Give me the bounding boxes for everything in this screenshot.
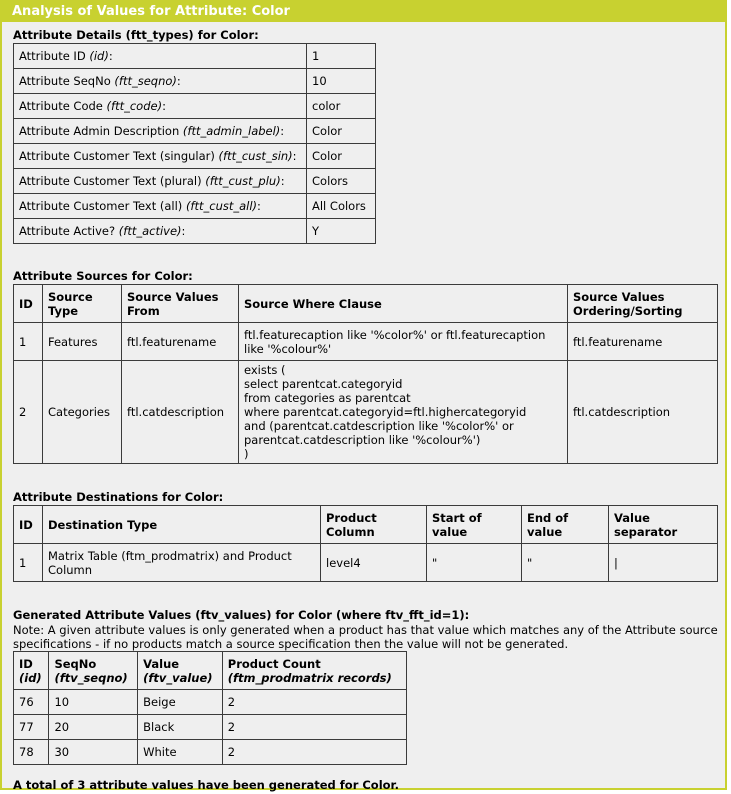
col-header-field: (ftv_seqno) — [54, 670, 128, 685]
destinations-table — [13, 505, 718, 582]
detail-row — [14, 119, 376, 144]
source-order: ftl.featurename — [568, 323, 718, 361]
col-header-field: (id) — [19, 670, 42, 685]
detail-label-suffix: : — [280, 174, 285, 188]
detail-label-suffix: : — [292, 149, 297, 163]
source-type: Features — [43, 323, 122, 361]
detail-label-text: Attribute ID — [19, 49, 90, 63]
col-dest-type: Destination Type — [43, 506, 321, 544]
value-text: Beige — [138, 690, 223, 715]
detail-label — [14, 44, 307, 69]
value-row — [14, 740, 407, 765]
detail-label — [14, 144, 307, 169]
detail-value: color — [307, 94, 376, 119]
detail-field-name: (ftt_seqno) — [114, 74, 177, 88]
generated-note: Note: A given attribute values is only generated when a product has that value which matches any of the Attribute source specifications - if no products match a source specification then the value will not be generated. — [13, 623, 718, 651]
sources-heading: Attribute Sources for Color: — [13, 269, 193, 283]
value-row — [14, 715, 407, 740]
detail-value: 10 — [307, 69, 376, 94]
col-source-type: Source Type — [43, 285, 122, 323]
value-id: 76 — [14, 690, 49, 715]
detail-row — [14, 169, 376, 194]
detail-label-text: Attribute Active? — [19, 224, 119, 238]
dest-type: Matrix Table (ftm_prodmatrix) and Product Column — [43, 544, 321, 582]
dest-end: " — [522, 544, 609, 582]
detail-label-suffix: : — [181, 224, 186, 238]
dest-start: " — [427, 544, 522, 582]
col-header-top: Value — [143, 656, 180, 671]
detail-label-text: Attribute Code — [19, 99, 107, 113]
dest-separator: | — [609, 544, 718, 582]
source-row — [14, 361, 718, 464]
col-header-field: (ftm_prodmatrix records) — [227, 670, 392, 685]
detail-value: Colors — [307, 169, 376, 194]
source-id: 1 — [14, 323, 43, 361]
details-table — [13, 43, 376, 244]
value-count: 2 — [222, 715, 406, 740]
col-header-top: Product Count — [227, 656, 321, 671]
source-id: 2 — [14, 361, 43, 464]
detail-value: Y — [307, 219, 376, 244]
detail-label-suffix: : — [162, 99, 166, 113]
detail-label-text: Attribute Customer Text (plural) — [19, 174, 206, 188]
detail-field-name: (ftt_active) — [118, 224, 182, 238]
detail-label — [14, 69, 307, 94]
detail-label-text: Attribute SeqNo — [19, 74, 115, 88]
source-row — [14, 323, 718, 361]
detail-value: Color — [307, 119, 376, 144]
detail-label-suffix: : — [280, 124, 285, 138]
panel-title: Analysis of Values for Attribute: Color — [2, 2, 725, 22]
generated-table — [13, 651, 407, 765]
value-text: White — [138, 740, 223, 765]
value-seqno: 20 — [49, 715, 138, 740]
detail-row — [14, 144, 376, 169]
gen-col-value — [138, 652, 223, 690]
source-where: ftl.featurecaption like '%color%' or ftl.featurecaption like '%colour%' — [239, 323, 568, 361]
value-id: 78 — [14, 740, 49, 765]
gen-col-seqno — [49, 652, 138, 690]
col-start-value: Start of value — [427, 506, 522, 544]
detail-label — [14, 119, 307, 144]
sources-table — [13, 284, 718, 464]
detail-field-name: (ftt_cust_all) — [185, 199, 258, 213]
source-where: exists ( select parentcat.categoryid from categories as parentcat where parentcat.categoryid=ftl.highercategoryid and (parentcat.catdescription like '%color%' or parentcat.catdescription like '%colour%') ) — [239, 361, 568, 464]
col-separator: Value separator — [609, 506, 718, 544]
value-count: 2 — [222, 740, 406, 765]
destinations-heading: Attribute Destinations for Color: — [13, 490, 224, 504]
col-header-field: (ftv_value) — [143, 670, 213, 685]
col-header-top: ID — [19, 656, 33, 671]
detail-label-suffix: : — [257, 199, 261, 213]
col-where-clause: Source Where Clause — [239, 285, 568, 323]
detail-label-text: Attribute Customer Text (singular) — [19, 149, 219, 163]
detail-field-name: (ftt_cust_plu) — [205, 174, 281, 188]
value-seqno: 10 — [49, 690, 138, 715]
detail-value: 1 — [307, 44, 376, 69]
detail-label-text: Attribute Admin Description — [19, 124, 183, 138]
detail-field-name: (ftt_cust_sin) — [218, 149, 293, 163]
detail-label — [14, 194, 307, 219]
col-id: ID — [14, 285, 43, 323]
detail-label-suffix: : — [176, 74, 181, 88]
details-heading: Attribute Details (ftt_types) for Color: — [13, 28, 259, 42]
destination-row — [14, 544, 718, 582]
detail-row — [14, 69, 376, 94]
source-from: ftl.catdescription — [122, 361, 239, 464]
detail-row — [14, 194, 376, 219]
col-source-from: Source Values From — [122, 285, 239, 323]
col-dest-id: ID — [14, 506, 43, 544]
value-seqno: 30 — [49, 740, 138, 765]
detail-label — [14, 94, 307, 119]
detail-label-suffix: : — [108, 49, 113, 63]
detail-label — [14, 169, 307, 194]
source-order: ftl.catdescription — [568, 361, 718, 464]
col-product-column: Product Column — [321, 506, 427, 544]
col-header-top: SeqNo — [54, 656, 97, 671]
panel-content — [2, 22, 725, 792]
detail-field-name: (id) — [89, 49, 109, 63]
col-end-value: End of value — [522, 506, 609, 544]
value-count: 2 — [222, 690, 406, 715]
col-ordering: Source Values Ordering/Sorting — [568, 285, 718, 323]
generated-heading: Generated Attribute Values (ftv_values) for Color (where ftv_fft_id=1): — [13, 608, 470, 622]
source-type: Categories — [43, 361, 122, 464]
source-from: ftl.featurename — [122, 323, 239, 361]
detail-value: Color — [307, 144, 376, 169]
dest-column: level4 — [321, 544, 427, 582]
detail-row — [14, 44, 376, 69]
value-id: 77 — [14, 715, 49, 740]
detail-label-text: Attribute Customer Text (all) — [19, 199, 186, 213]
detail-field-name: (ftt_admin_label) — [182, 124, 281, 138]
value-text: Black — [138, 715, 223, 740]
gen-col-id — [14, 652, 49, 690]
detail-label — [14, 219, 307, 244]
total-summary: A total of 3 attribute values have been generated for Color. — [13, 778, 399, 792]
detail-value: All Colors — [307, 194, 376, 219]
detail-row — [14, 94, 376, 119]
dest-id: 1 — [14, 544, 43, 582]
value-row — [14, 690, 407, 715]
detail-row — [14, 219, 376, 244]
detail-field-name: (ftt_code) — [106, 99, 163, 113]
gen-col-count — [222, 652, 406, 690]
